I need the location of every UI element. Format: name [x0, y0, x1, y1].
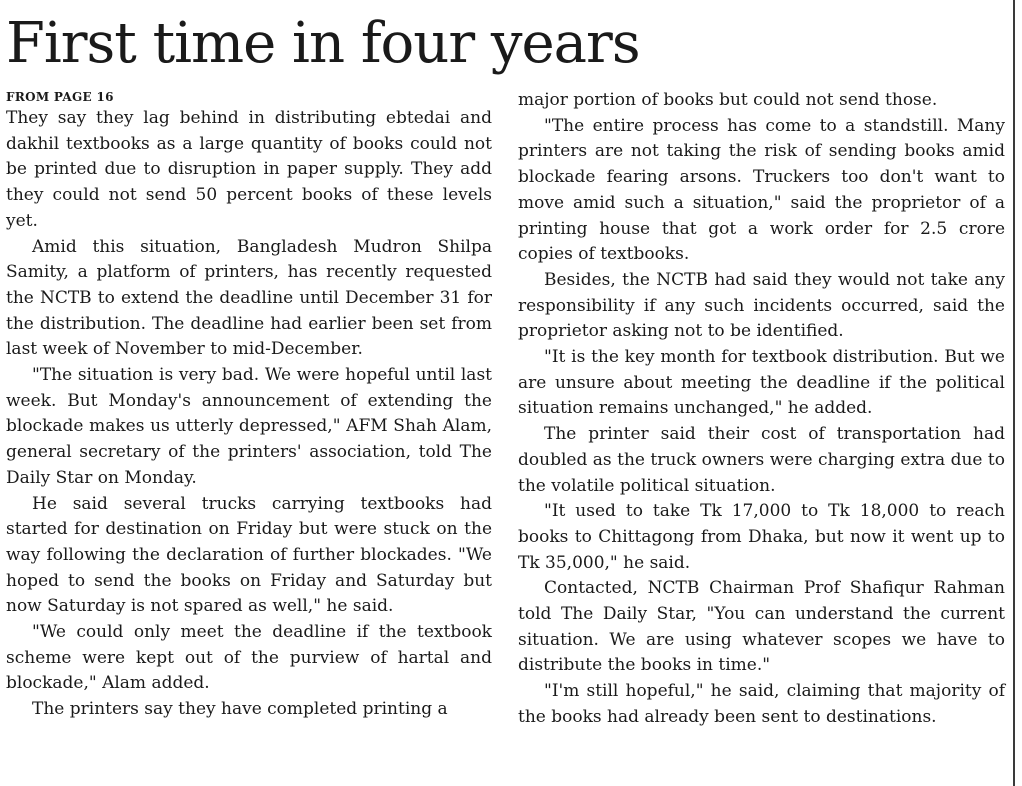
paragraph: "It is the key month for textbook distribution. But we are unsure about meeting the deadline if the political situation remains unchanged," he added. [518, 347, 1005, 419]
continuation-label: FROM PAGE 16 [6, 90, 114, 104]
paragraph: "The entire process has come to a standstill. Many printers are not taking the risk of sending books amid blockade fearing arsons. Truckers too don't want to move amid such a situation," said the proprietor of a printing house that got a work order for 2.5 crore copies of textbooks. [518, 115, 1005, 265]
paragraph: Contacted, NCTB Chairman Prof Shafiqur Rahman told The Daily Star, "You can understand the current situation. We are using whatever scopes we have to distribute the books in time." [518, 578, 1005, 676]
paragraph: Besides, the NCTB had said they would not take any responsibility if any such incidents occurred, said the proprietor asking not to be identified. [518, 269, 1005, 342]
paragraph: The printer said their cost of transportation had doubled as the truck owners were charging extra due to the volatile political situation. [518, 424, 1005, 496]
paragraph: "It used to take Tk 17,000 to Tk 18,000 to reach books to Chittagong from Dhaka, but now it went up to Tk 35,000," he said. [518, 501, 1005, 573]
paragraph: Amid this situation, Bangladesh Mudron Shilpa Samity, a platform of printers, has recently requested the NCTB to extend the deadline until December 31 for the distribution. The deadline had earlier been set from last week of November to mid-December. [6, 236, 492, 360]
column-rule [1013, 0, 1015, 786]
paragraph: The printers say they have completed printing a [32, 699, 448, 720]
paragraph: "We could only meet the deadline if the textbook scheme were kept out of the purview of hartal and blockade," Alam added. [6, 622, 492, 694]
paragraph: "I'm still hopeful," he said, claiming that majority of the books had already been sent to destinations. [518, 681, 1005, 727]
paragraph: major portion of books but could not send those. [518, 90, 938, 110]
paragraph: "The situation is very bad. We were hopeful until last week. But Monday's announcement of extending the blockade makes us utterly depressed," AFM Shah Alam, general secretary of the printers' association, told The Daily Star on Monday. [6, 365, 492, 488]
article-column-left [6, 88, 492, 723]
article-column-right [518, 88, 1005, 731]
paragraph: They say they lag behind in distributing ebtedai and dakhil textbooks as a large quantity of books could not be printed due to disruption in paper supply. They add they could not send 50 percent books of these levels yet. [6, 108, 492, 231]
paragraph: He said several trucks carrying textbooks had started for destination on Friday but were stuck on the way following the declaration of further blockades. "We hoped to send the books on Friday and Saturday but now Saturday is not spared as well," he said. [6, 493, 492, 617]
article-headline: First time in four years [6, 11, 640, 76]
